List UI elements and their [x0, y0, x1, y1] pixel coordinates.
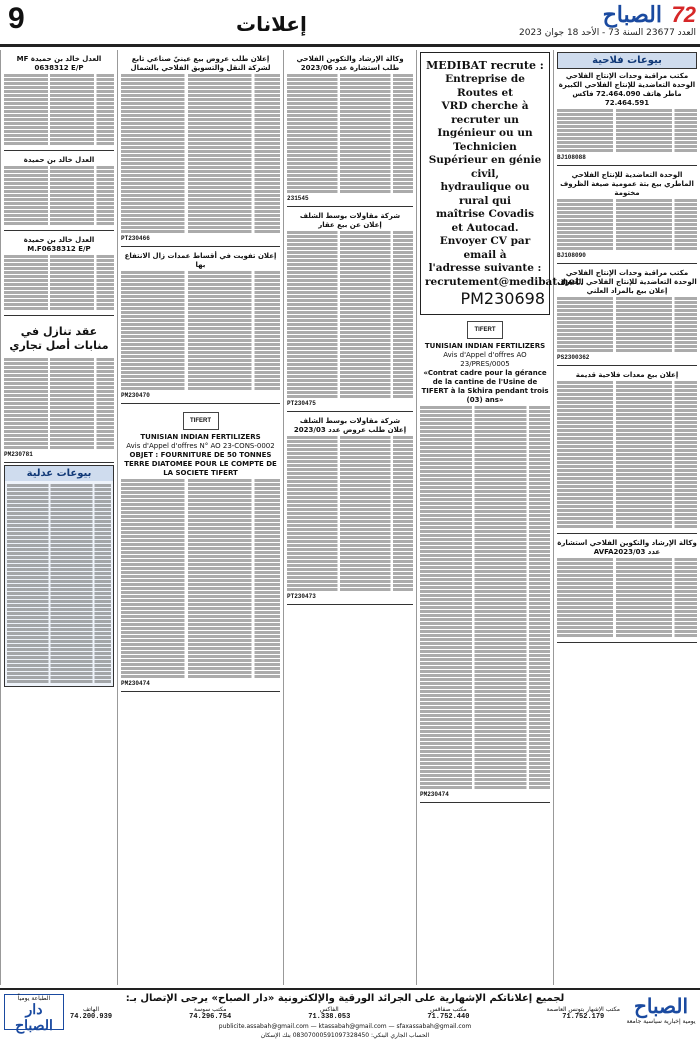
tifert-ad-2	[121, 406, 280, 692]
ad-ref: PM230474	[121, 680, 150, 687]
medibat-line: Ingénieur ou un Technicien	[437, 127, 533, 153]
page-number: 9	[8, 2, 25, 35]
ad-block	[4, 52, 114, 151]
column-3	[283, 50, 416, 985]
ad-ref: PM230474	[420, 791, 449, 798]
text-lines	[121, 271, 280, 274]
ad-block	[557, 368, 697, 534]
ad-ref: PT230475	[287, 400, 316, 407]
medibat-line: et Autocad.	[451, 221, 519, 234]
text-lines	[557, 199, 697, 202]
ad-block	[4, 233, 114, 316]
medibat-line: Envoyer CV par email à	[439, 235, 531, 261]
ad-block	[287, 209, 413, 412]
footer-logo-right[interactable]	[626, 994, 696, 1030]
text-lines	[557, 297, 697, 300]
ad-block	[4, 153, 114, 231]
text-lines	[287, 231, 413, 234]
text-lines	[557, 558, 697, 561]
ad-block	[287, 52, 413, 207]
text-lines	[4, 358, 114, 361]
ad-title: مكتب مراقبة وحدات الإنتاج الفلاحي الوحدة التعاضدية للإنتاج الفلاحي العمران إعلان بيع بالمزاد العلني	[557, 269, 697, 295]
section-title: إعلانات	[236, 12, 307, 36]
medibat-line: Entreprise de Routes et	[445, 73, 525, 99]
tifert-name: TUNISIAN INDIAN FERTILIZERS	[424, 342, 546, 350]
column-5	[553, 50, 700, 985]
footer-logo-name: الصباح	[633, 994, 689, 1018]
ad-subtitle: إعلان عن بيع عقار	[318, 221, 382, 229]
tifert-ad	[420, 315, 550, 803]
agri-sales-box	[557, 52, 697, 69]
ad-ref: PS2300362	[557, 354, 590, 361]
ad-title: مكتب مراقبة وحدات الإنتاج الفلاحي الوحدة التعاضدية للإنتاج الفلاحي الكبيرة ماطر هاتف 72.464.090 فاكس 72.464.591	[558, 72, 696, 107]
ad-title: شركة مقاولات بوسط الشلف	[299, 212, 401, 220]
footer-logo-left-sub: الطباعة يومياً	[17, 995, 51, 1002]
ad-block	[557, 168, 697, 264]
ad-ref: 231545	[287, 195, 309, 202]
tifert-name: TUNISIAN INDIAN FERTILIZERS	[140, 433, 261, 441]
header-rule	[0, 44, 700, 47]
ad-ref: BJ108088	[557, 154, 586, 161]
logo-name: الصباح	[602, 2, 662, 28]
tifert-sub: Avis d'Appel d'offres AO 23/PRES/0005	[443, 351, 527, 368]
footer-headline: لجميع إعلاناتكم الإشهارية على الجرائد الورقية والإلكترونية «دار الصباح» يرجى الإتصال بـ:	[125, 993, 565, 1004]
ad-ref: PM230781	[4, 451, 33, 458]
ad-title: العدل خالد بن حميدة MF 0638312 E/P	[16, 55, 102, 72]
medibat-line: maîtrise Covadis	[435, 208, 535, 220]
text-lines	[287, 74, 413, 77]
ad-subtitle: إعلان طلب عروض عدد 2023/03	[293, 426, 407, 434]
text-lines	[7, 484, 111, 487]
issue-line: العدد 23677 السنة 73 - الأحد 18 جوان 2023	[519, 28, 696, 38]
ad-title: إعلان طلب عروض بيع عينيّ صناعي تابع لشركة النقل والتسويق الفلاحي بالشمال	[130, 55, 271, 72]
judicial-sales-box	[4, 465, 114, 687]
contact-item: الهاتف 74.200.939	[70, 1006, 113, 1021]
contact-item: الفاكس 71.338.053	[308, 1006, 351, 1021]
page-header	[0, 0, 700, 44]
promo-ad	[4, 318, 114, 463]
tifert-sub: Avis d'Appel d'offres N° AO 23-CONS-0002	[126, 442, 275, 450]
text-lines	[4, 74, 114, 77]
ads-columns	[0, 50, 700, 985]
footer-contacts	[70, 993, 620, 1039]
footer-contact-row	[70, 1006, 620, 1021]
medibat-line: hydraulique ou rural qui	[440, 181, 530, 207]
ad-title: إعلان بيع معدات فلاحية قديمة	[575, 371, 679, 379]
column-2	[117, 50, 283, 985]
medibat-line: MEDIBAT recrute :	[426, 59, 544, 72]
ad-title: وكالة الإرشاد والتكوين الفلاحي استشارة عدد AVFA2023/03	[557, 539, 697, 556]
footer-logo-left[interactable]	[4, 994, 64, 1034]
ad-title: العدل خالد بن حميدة	[23, 156, 95, 164]
ad-title: العدل خالد بن حميدة M.F0638312 E/P	[23, 236, 95, 253]
footer-logo-sub: يومية إخبارية سياسية جامعة	[626, 1018, 696, 1025]
tifert-logo: TIFERT	[183, 412, 219, 430]
footer-emails[interactable]: publicite.assabah@gmail.com — ktassabah@gmail.com — sfaxassabah@gmail.com	[218, 1023, 472, 1030]
footer-bank: الحساب الجاري البنكي: 08307000591097328450 بنك الإسكان	[260, 1032, 430, 1039]
ad-block	[557, 536, 697, 643]
footer-banner	[0, 988, 700, 1039]
judicial-sales-banner: بيوعات عدلية	[5, 466, 113, 481]
ad-ref: PT230473	[287, 593, 316, 600]
text-lines	[4, 166, 114, 169]
medibat-line: l'adresse suivante :	[428, 262, 542, 274]
ad-title: إعلان تفويت في أقساط عمدات زال الانتفاع بها	[124, 252, 277, 269]
text-lines	[287, 436, 413, 439]
tifert-logo: TIFERT	[467, 321, 503, 339]
ad-ref: PM230470	[121, 392, 150, 399]
medibat-line: Supérieur en génie civil,	[428, 154, 542, 180]
text-lines	[557, 381, 697, 384]
ad-ref: PT230466	[121, 235, 150, 242]
column-1	[0, 50, 117, 985]
ad-block	[557, 69, 697, 166]
agri-sales-banner: بيوعات فلاحية	[558, 53, 696, 68]
ad-title: شركة مقاولات بوسط الشلف	[299, 417, 401, 425]
text-lines	[4, 255, 114, 258]
ad-title: الوحدة التعاضدية للإنتاج الفلاحي الماطري بيع بتة عمومية صيغة الظروف مختومة	[560, 171, 694, 197]
ad-block	[121, 249, 280, 404]
contact-item: مكتب سوسة 74.296.754	[189, 1006, 232, 1021]
tifert-title: OBJET : FOURNITURE DE 50 TONNES TERRE DIATOMEE POUR LE COMPTE DE LA SOCIETE TIFERT	[124, 451, 277, 477]
promo-title: عقد تنازل في منابات أصل تجاري	[9, 325, 109, 352]
contact-item: مكتب صفاقس 71.752.440	[427, 1006, 470, 1021]
medibat-line: VRD cherche à recruter un	[441, 100, 529, 126]
text-lines	[121, 479, 280, 482]
text-lines	[121, 74, 280, 77]
ad-block	[121, 52, 280, 247]
medibat-email[interactable]: recrutement@medibat.net.	[425, 275, 584, 288]
contact-item: مكتب الإشهار بتونس العاصمة 71.752.179	[546, 1006, 620, 1021]
newspaper-logo[interactable]	[584, 2, 696, 28]
logo-number: 72	[671, 2, 696, 27]
ad-block	[287, 414, 413, 605]
text-lines	[420, 406, 550, 409]
ad-ref: PM230698	[460, 289, 545, 308]
footer-logo-left-name: دار الصباح	[15, 1002, 53, 1034]
ad-ref: BJ108090	[557, 252, 586, 259]
tifert-title: «Contrat cadre pour la gérance de la cantine de l'Usine de TIFERT à la Skhira pendant trois (03) ans»	[421, 369, 549, 404]
text-lines	[557, 109, 697, 112]
ad-title: وكالة الإرشاد والتكوين الفلاحي طلب استشارة عدد 2023/06	[296, 55, 404, 72]
